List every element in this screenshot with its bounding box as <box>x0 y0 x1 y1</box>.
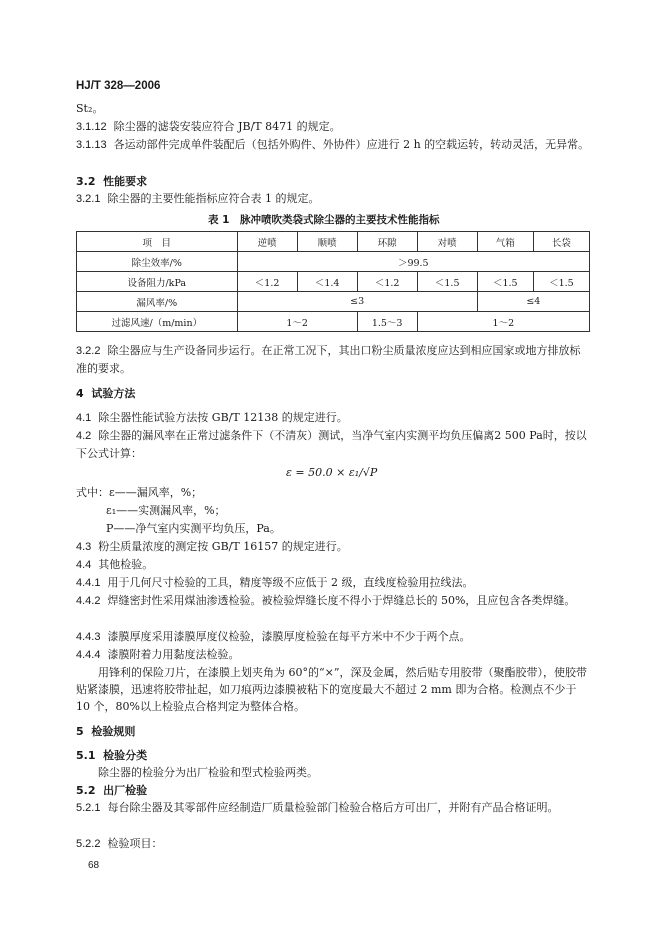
row-label: 设备阻力/kPa <box>77 272 238 292</box>
header-cell: 逆喷 <box>237 232 297 252</box>
heading-3-2: 3.2 性能要求 <box>76 175 148 188</box>
table-header-row <box>77 232 590 252</box>
standard-number: HJ/T 328—2006 <box>76 80 161 92</box>
header-cell: 项 目 <box>77 232 238 252</box>
heading-5-2: 5.2 出厂检验 <box>76 784 148 797</box>
where-item: P——净气室内实测平均负压，Pa。 <box>106 522 281 535</box>
where-clause: 式中：ε——漏风率，%； <box>76 486 203 499</box>
speed-value: 1～2 <box>417 312 589 332</box>
para-4-2: 4.2 除尘器的漏风率在正常过滤条件下（不清灰）测试，当净气室内实测平均负压偏离2 500 Pa时，按以下公式计算： <box>76 429 587 460</box>
para-4-4-4-detail: 用锋利的保险刀片，在漆膜上划夹角为 60°的“×”，深及金属，然后贴专用胶带（聚酯胶带），使胶带贴紧漆膜，迅速将胶带扯起，如刀痕两边漆膜被粘下的宽度最大不超过 2 mm 即为合格。检测点不少于 10 个，80%以上检验点合格判定为整体合格。 <box>76 666 587 713</box>
table-row-resistance <box>77 272 590 292</box>
para-4-4-1: 4.4.1 用于几何尺寸检验的工具，精度等级不应低于 2 级，直线度检验用拉线法。 <box>76 576 474 589</box>
page-number: 68 <box>88 860 100 871</box>
leak-formula: ε = 50.0 × ε₁/√P <box>286 466 378 479</box>
leak-value: ≤4 <box>477 292 589 312</box>
speed-value: 1.5～3 <box>357 312 417 332</box>
table-row-speed <box>77 312 590 332</box>
para-4-4-3: 4.4.3 漆膜厚度采用漆膜厚度仪检验，漆膜厚度检验在每平方米中不少于两个点。 <box>76 630 471 643</box>
row-label: 漏风率/% <box>77 292 238 312</box>
resistance-value: ＜1.4 <box>297 272 357 292</box>
header-cell: 顺喷 <box>297 232 357 252</box>
heading-5-1: 5.1 检验分类 <box>76 749 148 762</box>
resistance-value: ＜1.2 <box>237 272 297 292</box>
para-4-1: 4.1 除尘器性能试验方法按 GB/T 12138 的规定进行。 <box>76 411 348 424</box>
resistance-value: ＜1.5 <box>477 272 533 292</box>
leak-value: ≤3 <box>237 292 477 312</box>
para-4-4-4: 4.4.4 漆膜附着力用黏度法检验。 <box>76 648 240 661</box>
para-5-1: 除尘器的检验分为出厂检验和型式检验两类。 <box>98 766 318 779</box>
table-row-efficiency <box>77 252 590 272</box>
speed-value: 1～2 <box>237 312 357 332</box>
resistance-value: ＜1.5 <box>417 272 477 292</box>
para-3-1-13: 3.1.13 各运动部件完成单件装配后（包括外购件、外协件）应进行 2 h 的空载运转，转动灵活，无异常。 <box>76 138 590 151</box>
para-5-2-1: 5.2.1 每台除尘器及其零部件应经制造厂质量检验部门检验合格后方可出厂，并附有产品合格证明。 <box>76 801 559 814</box>
efficiency-value: ＞99.5 <box>237 252 589 272</box>
body-line: St₂。 <box>76 102 104 115</box>
resistance-value: ＜1.2 <box>357 272 417 292</box>
table-row-leak <box>77 292 590 312</box>
header-cell: 长袋 <box>533 232 589 252</box>
para-5-2-2: 5.2.2 检验项目： <box>76 837 163 850</box>
table-caption: 表 1 脉冲喷吹类袋式除尘器的主要技术性能指标 <box>208 214 440 226</box>
para-3-1-12: 3.1.12 除尘器的滤袋安装应符合 JB/T 8471 的规定。 <box>76 120 341 133</box>
para-4-4: 4.4 其他检验。 <box>76 558 154 571</box>
header-cell: 对喷 <box>417 232 477 252</box>
heading-5: 5 检验规则 <box>76 725 136 738</box>
heading-4: 4 试验方法 <box>76 387 136 400</box>
header-cell: 环隙 <box>357 232 417 252</box>
header-cell: 气箱 <box>477 232 533 252</box>
para-3-2-2: 3.2.2 除尘器应与生产设备同步运行。在正常工况下，其出口粉尘质量浓度应达到相应国家或地方排放标准的要求。 <box>76 344 581 375</box>
para-4-3: 4.3 粉尘质量浓度的测定按 GB/T 16157 的规定进行。 <box>76 540 348 553</box>
resistance-value: ＜1.5 <box>533 272 589 292</box>
row-label: 除尘效率/% <box>77 252 238 272</box>
para-3-2-1: 3.2.1 除尘器的主要性能指标应符合表 1 的规定。 <box>76 192 320 205</box>
where-item: ε₁——实测漏风率，%； <box>106 504 226 517</box>
performance-table <box>76 231 590 332</box>
row-label: 过滤风速/（m/min） <box>77 312 238 332</box>
para-4-4-2: 4.4.2 焊缝密封性采用煤油渗透检验。被检验焊缝长度不得小于焊缝总长的 50%，且应包含各类焊缝。 <box>76 594 576 607</box>
